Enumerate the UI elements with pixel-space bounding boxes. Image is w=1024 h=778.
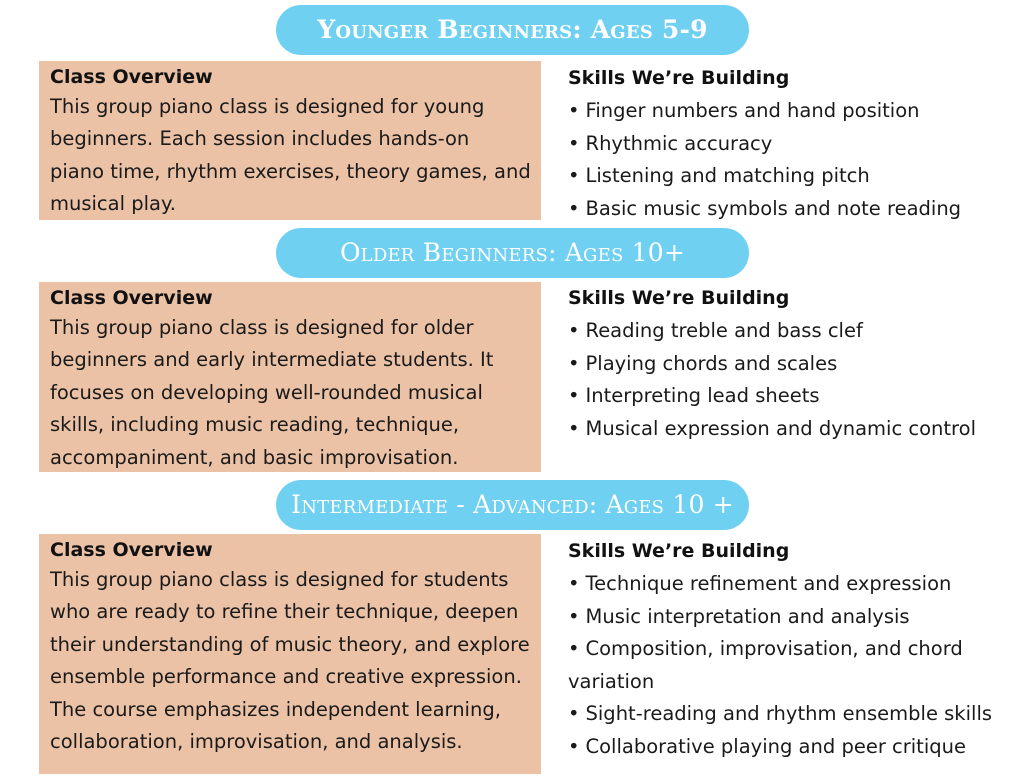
- skill-text: Listening and matching pitch: [585, 164, 870, 188]
- bullet-icon: •: [568, 384, 580, 408]
- class-overview-title: Class Overview: [50, 287, 213, 309]
- skill-text: Technique refinement and expression: [585, 572, 952, 595]
- class-overview-title: Class Overview: [50, 66, 213, 88]
- skill-text: Musical expression and dynamic control: [585, 416, 976, 440]
- bullet-icon: •: [568, 131, 580, 155]
- skill-item: [568, 601, 1008, 634]
- skills-title: Skills We’re Building: [568, 287, 790, 309]
- skill-item: [568, 568, 1008, 601]
- skill-item: [568, 315, 1008, 348]
- class-overview-text: This group piano class is designed for older beginners and early intermediate students. It focuses on developing well-rounded musical skills, including music reading, technique, accompaniment, and basic improvisation.: [50, 316, 494, 469]
- skill-text: Basic music symbols and note reading: [585, 196, 962, 220]
- bullet-icon: •: [568, 604, 580, 628]
- bullet-icon: •: [568, 351, 580, 375]
- skill-item: [568, 128, 1008, 161]
- skill-item: [568, 413, 1008, 446]
- skills-panel: [568, 65, 1008, 225]
- skill-item: [568, 698, 1008, 731]
- skill-item: [568, 633, 1008, 698]
- bullet-icon: •: [568, 196, 580, 220]
- section-heading-older-beginners: Older Beginners: Ages 10+: [276, 228, 749, 278]
- skill-text: Playing chords and scales: [585, 351, 838, 375]
- skills-list: [568, 315, 1008, 445]
- skill-item: [568, 193, 1008, 226]
- skills-list: [568, 568, 1008, 764]
- skills-panel: [568, 285, 1008, 445]
- skills-title: Skills We’re Building: [568, 540, 790, 562]
- skill-text: Sight-reading and rhythm ensemble skills: [585, 702, 993, 726]
- class-overview-box: [39, 282, 541, 472]
- class-overview-box: [39, 61, 541, 220]
- skill-text: Music interpretation and analysis: [585, 604, 910, 628]
- class-overview-text: This group piano class is designed for young beginners. Each session includes hands-on piano time, rhythm exercises, theory games, and musical play.: [50, 95, 531, 216]
- skill-item: [568, 160, 1008, 193]
- skill-text: Reading treble and bass clef: [585, 319, 863, 342]
- bullet-icon: •: [568, 319, 580, 342]
- skill-text: Finger numbers and hand position: [585, 99, 920, 122]
- skill-item: [568, 348, 1008, 381]
- skill-text: Composition, improvisation, and chord variation: [568, 637, 963, 693]
- bullet-icon: •: [568, 702, 580, 726]
- bullet-icon: •: [568, 734, 580, 758]
- class-overview-title: Class Overview: [50, 539, 213, 561]
- section-heading-intermediate-advanced: Intermediate - Advanced: Ages 10 +: [276, 480, 749, 530]
- bullet-icon: •: [568, 572, 580, 595]
- skill-text: Interpreting lead sheets: [585, 384, 820, 408]
- skills-title: Skills We’re Building: [568, 67, 790, 89]
- skills-list: [568, 95, 1008, 225]
- skill-item: [568, 731, 1008, 764]
- skills-panel: [568, 538, 1008, 764]
- bullet-icon: •: [568, 164, 580, 188]
- skill-text: Collaborative playing and peer critique: [585, 734, 966, 758]
- class-overview-text: This group piano class is designed for students who are ready to refine their technique, deepen their understanding of music theory, and explore ensemble performance and creative expression. The course emphasizes independent learning, collaboration, improvisation, and analysis.: [50, 568, 530, 754]
- bullet-icon: •: [568, 416, 580, 440]
- skill-item: [568, 380, 1008, 413]
- bullet-icon: •: [568, 637, 580, 661]
- bullet-icon: •: [568, 99, 580, 122]
- skill-item: [568, 95, 1008, 128]
- skill-text: Rhythmic accuracy: [585, 131, 773, 155]
- class-overview-box: [39, 534, 541, 774]
- section-heading-younger-beginners: Younger Beginners: Ages 5-9: [276, 5, 749, 55]
